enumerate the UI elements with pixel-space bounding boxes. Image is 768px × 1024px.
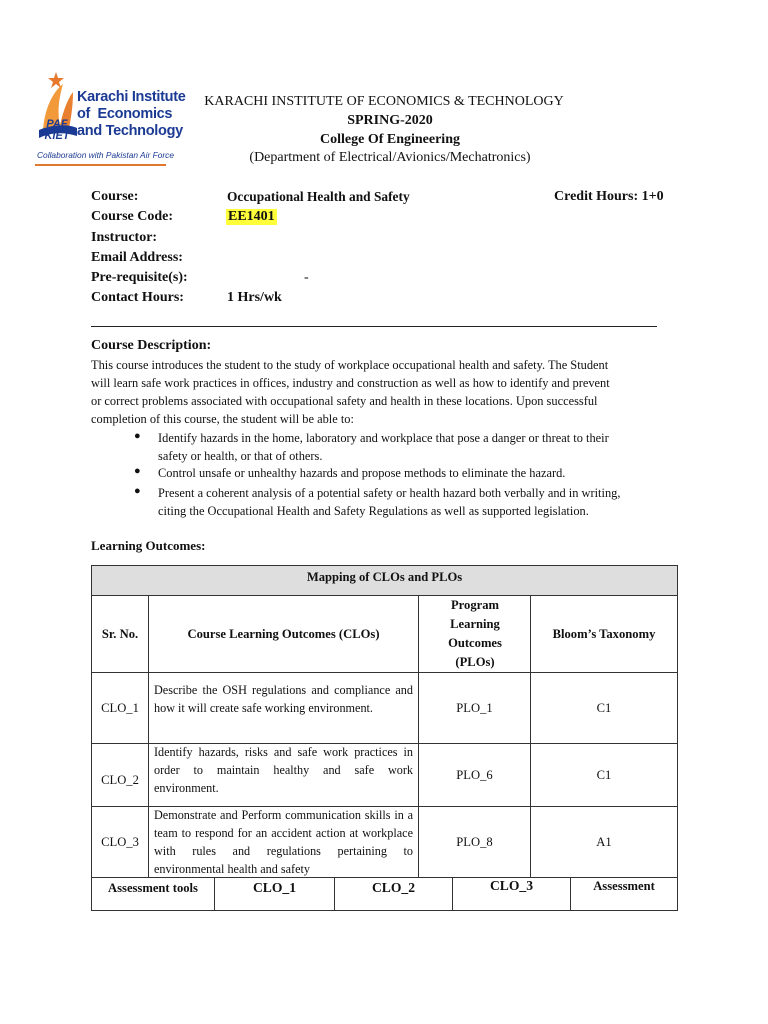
description-line: or correct problems associated with occupational safety and health in these locations. Upon successful	[91, 394, 598, 408]
header-plo: Program Learning Outcomes (PLOs)	[448, 598, 502, 669]
clo-id: CLO_3	[101, 834, 139, 849]
logo-badge-line: KIET	[44, 130, 70, 142]
logo-text-line: of Economics	[77, 106, 173, 122]
logo-text-line: and Technology	[77, 123, 183, 139]
clo-bloom: A1	[596, 834, 612, 849]
bullet-line: Control unsafe or unhealthy hazards and propose methods to eliminate the hazard.	[158, 466, 566, 480]
credit-hours: Credit Hours: 1+0	[554, 189, 664, 204]
prerequisite-label: Pre-requisite(s):	[91, 270, 188, 285]
clo-plo: PLO_6	[456, 767, 493, 782]
logo-badge	[37, 118, 77, 142]
clo-bloom: C1	[596, 700, 612, 715]
assessment-tools-label: Assessment tools	[108, 880, 198, 895]
clo-plo: PLO_8	[456, 834, 493, 849]
logo-text-line: Karachi Institute	[77, 89, 186, 105]
assessment-clo-1: CLO_1	[252, 880, 297, 895]
clo-description: Identify hazards, risks and safe work practices in order to maintain healthy and safe work environment.	[154, 745, 413, 795]
logo-underline	[35, 164, 166, 166]
email-label: Email Address:	[91, 250, 183, 265]
learning-outcomes-heading: Learning Outcomes:	[91, 538, 206, 553]
assessment-clo-3: CLO_3	[489, 878, 534, 893]
header-clo: Course Learning Outcomes (CLOs)	[187, 626, 380, 641]
clo-description: Describe the OSH regulations and compliance and how it will create safe working environment.	[154, 683, 413, 715]
clo-id: CLO_1	[101, 700, 139, 715]
bullet-line: citing the Occupational Health and Safety Regulations as well as supported legislation.	[158, 504, 589, 518]
description-line: This course introduces the student to the study of workplace occupational health and safety. The Student	[91, 358, 609, 372]
section-divider	[91, 326, 657, 327]
institute-name: KARACHI INSTITUTE OF ECONOMICS & TECHNOLOGY	[204, 94, 564, 109]
bullet-icon: ●	[134, 485, 141, 497]
table-title: Mapping of CLOs and PLOs	[306, 569, 463, 584]
course-description-heading: Course Description:	[91, 338, 212, 353]
bullet-icon: ●	[134, 465, 141, 477]
logo-badge-line: PAF	[46, 118, 68, 130]
clo-bloom: C1	[596, 767, 612, 782]
description-line: will learn safe work practices in offices, industry and construction as well as how to identify and prevent	[91, 376, 610, 390]
instructor-label: Instructor:	[91, 230, 158, 245]
clo-id: CLO_2	[101, 772, 139, 787]
bullet-icon: ●	[134, 430, 141, 442]
clo-description: Demonstrate and Perform communication skills in a team to respond for an accident action at workplace with rules and regulations pertaining to environmental health and safety	[154, 808, 413, 876]
assessment-label: Assessment	[593, 878, 655, 893]
prerequisite-value: -	[304, 270, 309, 285]
course-code-label: Course Code:	[91, 209, 174, 224]
header-sr-no: Sr. No.	[101, 626, 139, 641]
header-bloom: Bloom’s Taxonomy	[552, 626, 656, 641]
bullet-line: Present a coherent analysis of a potential safety or health hazard both verbally and in writing,	[158, 486, 621, 500]
clo-plo: PLO_1	[456, 700, 493, 715]
description-line: completion of this course, the student will be able to:	[91, 412, 354, 426]
course-value: Occupational Health and Safety	[227, 189, 410, 204]
assessment-clo-2: CLO_2	[371, 880, 416, 895]
course-label: Course:	[91, 189, 139, 204]
logo-tagline: Collaboration with Pakistan Air Force	[37, 150, 175, 160]
college-name: College Of Engineering	[320, 132, 460, 147]
term: SPRING-2020	[347, 113, 433, 128]
bullet-line: Identify hazards in the home, laboratory and workplace that pose a danger or threat to their	[158, 431, 609, 445]
contact-hours-value: 1 Hrs/wk	[227, 290, 282, 305]
contact-hours-label: Contact Hours:	[91, 290, 184, 305]
course-code-value: EE1401	[228, 209, 275, 224]
bullet-line: safety or health, or that of others.	[158, 449, 323, 463]
department-name: (Department of Electrical/Avionics/Mechatronics)	[249, 150, 531, 165]
